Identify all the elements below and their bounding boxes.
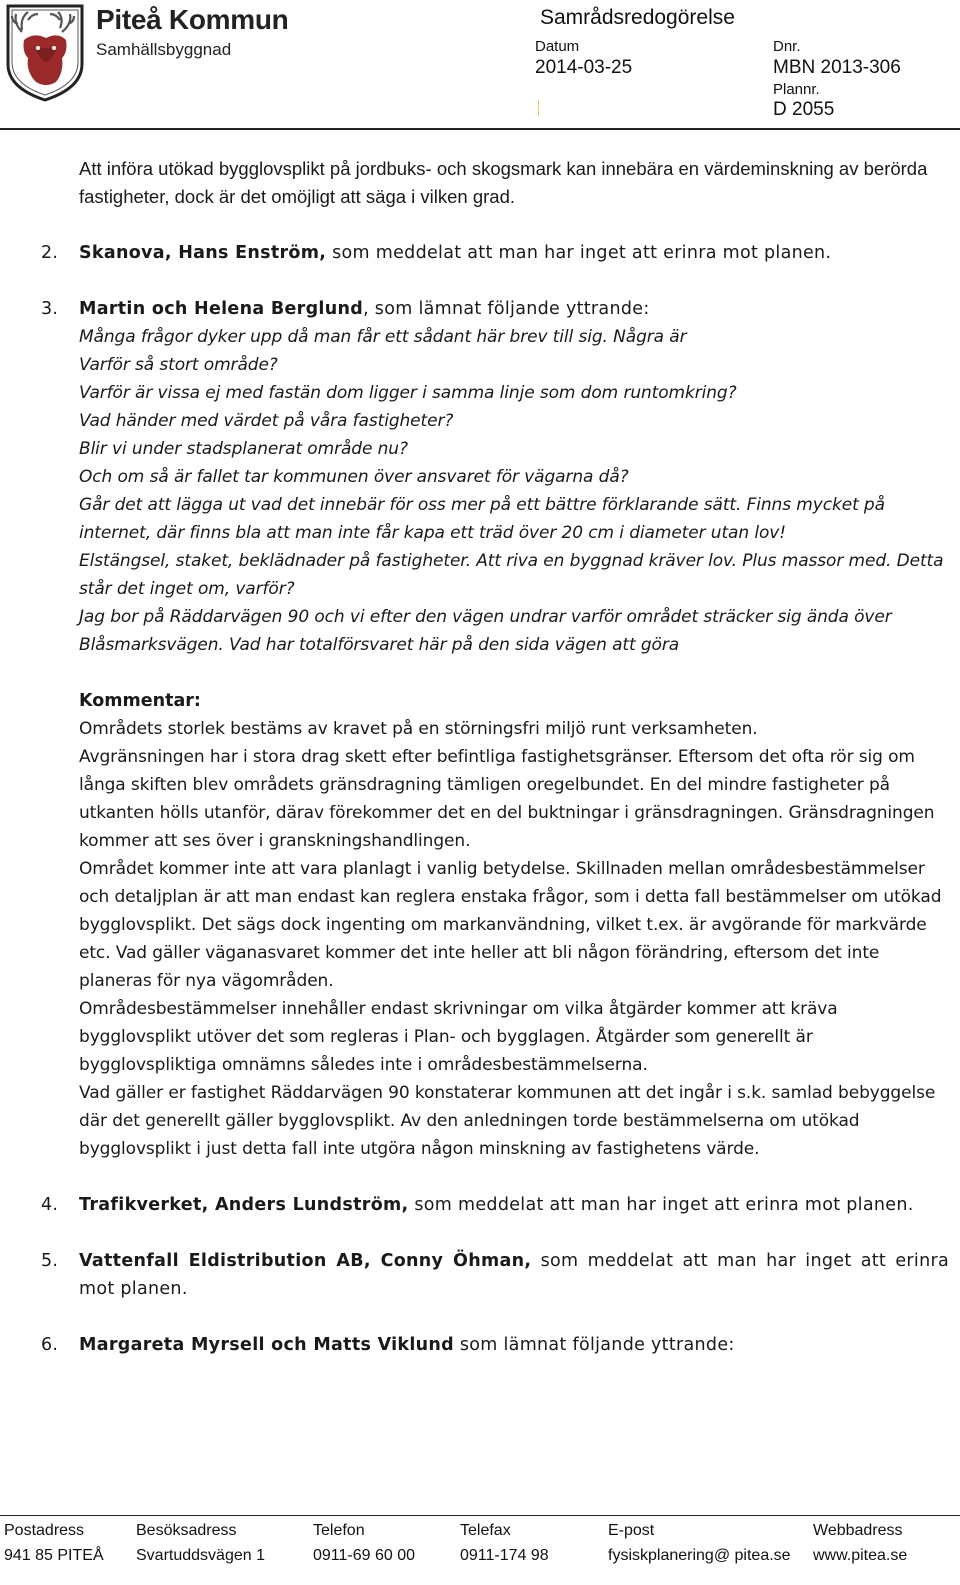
respondent-name: Skanova, Hans Enström, <box>79 243 327 263</box>
comment-paragraph: Området kommer inte att vara planlagt i vanlig betydelse. Skillnaden mellan områdesbestämmelser och detaljplan är att man endast kan reglera enstaka frågor, som i detta fall bestämmelser om utökad bygglovsplikt. Det sägs dock ingenting om markanvändning, vilket t.ex. är avgörande för markvärde etc. Vad gäller väganasvaret kommer det inte heller att bli någon förändring, eftersom det inte planeras för nya vägområden. <box>79 859 942 991</box>
footer-telefon: 0911-69 60 00 <box>313 1547 416 1564</box>
list-number: 2. <box>41 243 59 263</box>
header-divider <box>0 128 960 130</box>
footer-webbadress: www.pitea.se <box>813 1547 908 1564</box>
document-body <box>41 155 949 1359</box>
organization-department: Samhällsbyggnad <box>96 40 232 59</box>
dnr-label: Dnr. <box>773 38 801 55</box>
footer-divider <box>0 1515 960 1516</box>
respondent-questions <box>79 323 949 659</box>
footer-telefax-label: Telefax <box>460 1522 511 1539</box>
respondent-statement: som lämnat följande yttrande: <box>454 1335 735 1355</box>
list-item-6 <box>41 1331 949 1359</box>
list-item-3 <box>41 295 949 323</box>
footer-besoksadress-label: Besöksadress <box>136 1522 237 1539</box>
respondent-name: Martin och Helena Berglund <box>79 299 364 319</box>
text-cursor-mark <box>538 100 539 116</box>
comment-heading: Kommentar: <box>79 691 201 711</box>
respondent-name: Vattenfall Eldistribution AB, Conny Öhman, <box>79 1251 532 1271</box>
respondent-statement: som meddelat att man har inget att erinra mot planen. <box>408 1195 914 1215</box>
list-number: 3. <box>41 299 59 319</box>
dnr-value: MBN 2013-306 <box>773 57 901 78</box>
list-item-4 <box>41 1191 949 1219</box>
comment-paragraph: Vad gäller er fastighet Räddarvägen 90 konstaterar kommunen att det ingår i s.k. samlad bebyggelse där det generellt gäller bygglovsplikt. Av den anledningen torde bestämmelserna om utökad bygglovsplikt i just detta fall inte utgöra någon minskning av fastighetens värde. <box>79 1083 936 1159</box>
list-item-5 <box>41 1247 949 1303</box>
respondent-name: Trafikverket, Anders Lundström, <box>79 1195 409 1215</box>
question-line: Och om så är fallet tar kommunen över ansvaret för vägarna då? <box>79 467 629 487</box>
question-line: Går det att lägga ut vad det innebär för oss mer på ett bättre förklarande sätt. Finns mycket på internet, där finns bla att man inte får kapa ett träd över 20 cm i diameter utan lov! <box>79 495 885 543</box>
question-line: Elstängsel, staket, beklädnader på fastigheter. Att riva en byggnad kräver lov. Plus massor med. Detta står det inget om, varför? <box>79 551 944 599</box>
footer-besoksadress: Svartuddsvägen 1 <box>136 1547 265 1564</box>
question-line: Varför så stort område? <box>79 355 278 375</box>
comment-paragraph: Områdets storlek bestäms av kravet på en störningsfri miljö runt verksamheten. <box>79 719 758 739</box>
comment-section <box>79 715 949 1163</box>
question-line: Jag bor på Räddarvägen 90 och vi efter den vägen undrar varför området sträcker sig ända över Blåsmarksvägen. Vad har totalförsvaret här på den sida vägen att göra <box>79 607 892 655</box>
municipality-logo <box>4 2 86 102</box>
organization-name: Piteå Kommun <box>96 4 289 35</box>
comment-paragraph: Avgränsningen har i stora drag skett efter befintliga fastighetsgränser. Eftersom det ofta rör sig om långa skiften blev områdets gränsdragning tämligen oregelbundet. En del mindre fastigheter på utkanten hölls utanför, därav förekommer det en del buktningar i gränsdragningen. Gränsdragningen kommer att ses över i granskningshandlingen. <box>79 747 935 851</box>
respondent-statement: som meddelat att man har inget att erinra mot planen. <box>79 1251 949 1299</box>
document-type: Samrådsredogörelse <box>540 6 735 29</box>
footer-epost-label: E-post <box>608 1522 655 1539</box>
footer-epost: fysiskplanering@ pitea.se <box>608 1547 791 1564</box>
list-number: 6. <box>41 1335 59 1355</box>
list-number: 5. <box>41 1251 59 1271</box>
respondent-statement: som meddelat att man har inget att erinra mot planen. <box>326 243 832 263</box>
footer-postadress-label: Postadress <box>4 1522 85 1539</box>
question-line: Vad händer med värdet på våra fastigheter? <box>79 411 454 431</box>
reindeer-crest-icon <box>4 2 86 102</box>
list-number: 4. <box>41 1195 59 1215</box>
footer-telefax: 0911-174 98 <box>460 1547 549 1564</box>
comment-paragraph: Områdesbestämmelser innehåller endast skrivningar om vilka åtgärder kommer att kräva bygglovsplikt utöver det som regleras i Plan- och bygglagen. Åtgärder som generellt är bygglovspliktiga omnämns således inte i områdesbestämmelserna. <box>79 999 838 1075</box>
list-item-2 <box>41 239 949 267</box>
question-line: Blir vi under stadsplanerat område nu? <box>79 439 408 459</box>
footer-telefon-label: Telefon <box>313 1522 365 1539</box>
respondent-name: Margareta Myrsell och Matts Viklund <box>79 1335 455 1355</box>
plan-label: Plannr. <box>773 81 820 98</box>
date-label: Datum <box>535 38 580 55</box>
plan-value: D 2055 <box>773 99 835 120</box>
intro-paragraph: Att införa utökad bygglovsplikt på jordbuks- och skogsmark kan innebära en värdeminskning av berörda fastigheter, dock är det omöjligt att säga i vilken grad. <box>79 158 928 207</box>
question-line: Många frågor dyker upp då man får ett sådant här brev till sig. Några är <box>79 327 687 347</box>
footer-webbadress-label: Webbadress <box>813 1522 903 1539</box>
question-line: Varför är vissa ej med fastän dom ligger i samma linje som dom runtomkring? <box>79 383 737 403</box>
footer-postadress: 941 85 PITEÅ <box>4 1547 104 1564</box>
date-value: 2014-03-25 <box>535 57 633 78</box>
respondent-statement: , som lämnat följande yttrande: <box>363 299 650 319</box>
